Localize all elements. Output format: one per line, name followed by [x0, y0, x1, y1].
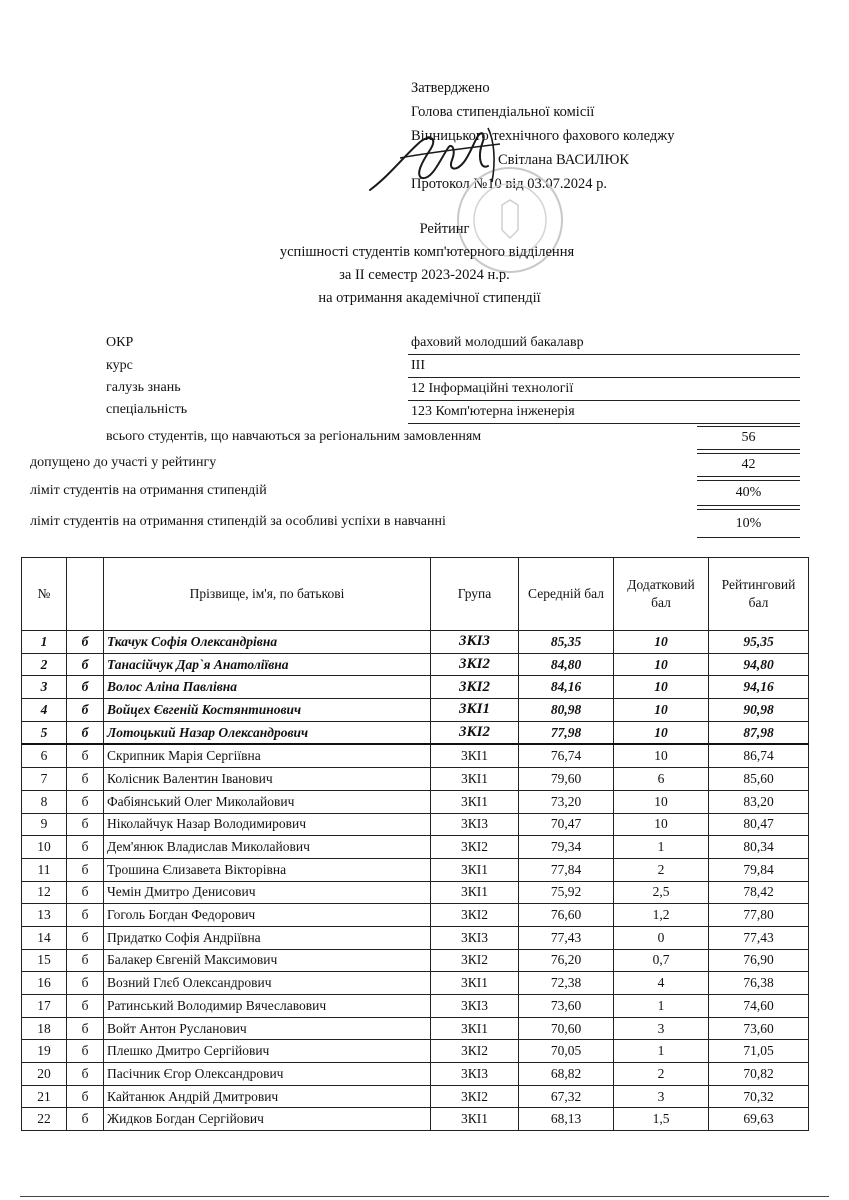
row-group: 3КІ1 [431, 790, 519, 813]
row-rating: 69,63 [709, 1108, 809, 1131]
specialty-label: спеціальність [106, 402, 188, 417]
approval-line-approved: Затверджено [411, 80, 490, 96]
row-student-name: Плешко Дмитро Сергійович [104, 1040, 431, 1063]
header-average: Середній бал [519, 558, 614, 631]
table-row [22, 699, 809, 722]
specialty-value: 123 Комп'ютерна інженерія [411, 404, 575, 419]
row-average: 77,98 [519, 721, 614, 744]
row-rating: 70,82 [709, 1063, 809, 1086]
table-row [22, 1063, 809, 1086]
row-basis: б [67, 926, 104, 949]
row-additional: 1 [614, 1040, 709, 1063]
row-number: 9 [22, 813, 67, 836]
row-average: 70,47 [519, 813, 614, 836]
row-average: 84,16 [519, 676, 614, 699]
row-rating: 94,16 [709, 676, 809, 699]
row-student-name: Волос Аліна Павлівна [104, 676, 431, 699]
row-average: 75,92 [519, 881, 614, 904]
row-average: 73,60 [519, 995, 614, 1018]
okr-label: ОКР [106, 335, 134, 350]
row-student-name: Колісник Валентин Іванович [104, 768, 431, 791]
special-limit-label: ліміт студентів на отримання стипендій за особливі успіхи в навчанні [30, 514, 446, 529]
row-group: 3КІ2 [431, 1040, 519, 1063]
header-rating: Рейтинговий бал [709, 558, 809, 631]
row-group: 3КІ1 [431, 972, 519, 995]
signature-icon [360, 120, 530, 200]
header-number: № [22, 558, 67, 631]
title-scholarship: на отримання академічної стипендії [318, 290, 541, 306]
specialty-underline [408, 423, 800, 424]
row-basis: б [67, 1108, 104, 1131]
row-number: 19 [22, 1040, 67, 1063]
row-group: 3КІ2 [431, 904, 519, 927]
row-additional: 1 [614, 995, 709, 1018]
admitted-value: 42 [697, 453, 800, 477]
row-student-name: Танасійчук Дар`я Анатоліївна [104, 653, 431, 676]
row-basis: б [67, 1040, 104, 1063]
table-row [22, 768, 809, 791]
row-basis: б [67, 653, 104, 676]
row-group: 3КІ3 [431, 1063, 519, 1086]
row-number: 18 [22, 1017, 67, 1040]
row-additional: 4 [614, 972, 709, 995]
course-underline [408, 377, 800, 378]
table-row [22, 949, 809, 972]
row-average: 79,34 [519, 836, 614, 859]
table-row [22, 744, 809, 767]
row-number: 6 [22, 744, 67, 767]
row-average: 67,32 [519, 1085, 614, 1108]
row-basis: б [67, 972, 104, 995]
row-student-name: Гоголь Богдан Федорович [104, 904, 431, 927]
table-row [22, 926, 809, 949]
course-value: ІІІ [411, 358, 425, 373]
row-average: 77,84 [519, 858, 614, 881]
row-rating: 71,05 [709, 1040, 809, 1063]
table-row [22, 836, 809, 859]
row-group: 3КІ2 [431, 949, 519, 972]
row-average: 77,43 [519, 926, 614, 949]
table-header-row [22, 558, 809, 631]
row-student-name: Скрипник Марія Сергіївна [104, 744, 431, 767]
total-students-value: 56 [697, 426, 800, 450]
approval-line-college: Вінницького технічного фахового коледжу [411, 128, 675, 144]
row-additional: 2,5 [614, 881, 709, 904]
row-group: 3КІ3 [431, 631, 519, 654]
row-rating: 78,42 [709, 881, 809, 904]
table-row [22, 858, 809, 881]
row-group: 3КІ3 [431, 813, 519, 836]
row-average: 68,13 [519, 1108, 614, 1131]
row-basis: б [67, 949, 104, 972]
row-number: 4 [22, 699, 67, 722]
row-group: 3КІ2 [431, 836, 519, 859]
row-basis: б [67, 790, 104, 813]
title-semester: за ІІ семестр 2023-2024 н.р. [339, 267, 510, 283]
row-rating: 76,90 [709, 949, 809, 972]
row-additional: 0,7 [614, 949, 709, 972]
row-average: 76,20 [519, 949, 614, 972]
table-row [22, 631, 809, 654]
row-student-name: Войт Антон Русланович [104, 1017, 431, 1040]
row-number: 21 [22, 1085, 67, 1108]
row-group: 3КІ1 [431, 1017, 519, 1040]
row-group: 3КІ2 [431, 676, 519, 699]
course-label: курс [106, 358, 133, 373]
row-additional: 10 [614, 790, 709, 813]
row-rating: 77,80 [709, 904, 809, 927]
row-additional: 1,2 [614, 904, 709, 927]
row-rating: 94,80 [709, 653, 809, 676]
approval-line-name: Світлана ВАСИЛЮК [498, 152, 630, 168]
row-basis: б [67, 744, 104, 767]
row-additional: 10 [614, 631, 709, 654]
table-row [22, 1085, 809, 1108]
row-additional: 10 [614, 676, 709, 699]
table-row [22, 721, 809, 744]
row-additional: 6 [614, 768, 709, 791]
row-student-name: Ніколайчук Назар Володимирович [104, 813, 431, 836]
row-group: 3КІ1 [431, 744, 519, 767]
row-additional: 2 [614, 1063, 709, 1086]
row-additional: 10 [614, 653, 709, 676]
okr-underline [408, 354, 800, 355]
field-value: 12 Інформаційні технології [411, 381, 574, 396]
row-rating: 85,60 [709, 768, 809, 791]
row-student-name: Дем'янюк Владислав Миколайович [104, 836, 431, 859]
row-average: 70,05 [519, 1040, 614, 1063]
row-number: 13 [22, 904, 67, 927]
table-row [22, 676, 809, 699]
total-students-label: всього студентів, що навчаються за регіональним замовленням [106, 429, 482, 444]
table-row [22, 1017, 809, 1040]
row-number: 15 [22, 949, 67, 972]
approval-line-chair: Голова стипендіальної комісії [411, 104, 595, 120]
row-basis: б [67, 721, 104, 744]
row-additional: 3 [614, 1017, 709, 1040]
row-basis: б [67, 995, 104, 1018]
row-number: 20 [22, 1063, 67, 1086]
row-additional: 2 [614, 858, 709, 881]
title-rating: Рейтинг [419, 221, 470, 237]
row-group: 3КІ2 [431, 653, 519, 676]
row-group: 3КІ1 [431, 1108, 519, 1131]
row-basis: б [67, 631, 104, 654]
row-group: 3КІ2 [431, 1085, 519, 1108]
row-basis: б [67, 1017, 104, 1040]
row-number: 17 [22, 995, 67, 1018]
row-student-name: Придатко Софія Андріївна [104, 926, 431, 949]
row-rating: 70,32 [709, 1085, 809, 1108]
row-student-name: Ткачук Софія Олександрівна [104, 631, 431, 654]
row-number: 12 [22, 881, 67, 904]
table-row [22, 653, 809, 676]
row-number: 16 [22, 972, 67, 995]
row-average: 80,98 [519, 699, 614, 722]
row-basis: б [67, 836, 104, 859]
row-average: 68,82 [519, 1063, 614, 1086]
header-name: Прізвище, ім'я, по батькові [104, 558, 431, 631]
row-average: 76,60 [519, 904, 614, 927]
row-rating: 80,34 [709, 836, 809, 859]
row-additional: 10 [614, 813, 709, 836]
row-number: 5 [22, 721, 67, 744]
row-additional: 1,5 [614, 1108, 709, 1131]
row-rating: 87,98 [709, 721, 809, 744]
row-student-name: Ратинський Володимир Вячеславович [104, 995, 431, 1018]
row-student-name: Фабіянський Олег Миколайович [104, 790, 431, 813]
row-group: 3КІ3 [431, 926, 519, 949]
row-rating: 86,74 [709, 744, 809, 767]
rating-table [21, 557, 809, 1131]
row-group: 3КІ1 [431, 881, 519, 904]
row-number: 7 [22, 768, 67, 791]
row-number: 3 [22, 676, 67, 699]
row-basis: б [67, 813, 104, 836]
row-student-name: Балакер Євгеній Максимович [104, 949, 431, 972]
row-group: 3КІ3 [431, 995, 519, 1018]
scholarship-limit-label: ліміт студентів на отримання стипендій [30, 483, 267, 498]
row-rating: 79,84 [709, 858, 809, 881]
row-rating: 74,60 [709, 995, 809, 1018]
row-number: 22 [22, 1108, 67, 1131]
row-rating: 76,38 [709, 972, 809, 995]
special-limit-value: 10% [697, 509, 800, 538]
row-group: 3КІ2 [431, 721, 519, 744]
scholarship-limit-value: 40% [697, 480, 800, 506]
row-group: 3КІ1 [431, 699, 519, 722]
field-label: галузь знань [106, 380, 181, 395]
row-basis: б [67, 676, 104, 699]
row-additional: 0 [614, 926, 709, 949]
row-student-name: Возний Глєб Олександрович [104, 972, 431, 995]
row-group: 3КІ1 [431, 768, 519, 791]
row-student-name: Трошина Єлизавета Вікторівна [104, 858, 431, 881]
row-number: 11 [22, 858, 67, 881]
row-average: 73,20 [519, 790, 614, 813]
table-row [22, 881, 809, 904]
row-basis: б [67, 1063, 104, 1086]
row-average: 72,38 [519, 972, 614, 995]
okr-value: фаховий молодший бакалавр [411, 335, 584, 350]
table-row [22, 1108, 809, 1131]
row-average: 70,60 [519, 1017, 614, 1040]
row-student-name: Жидков Богдан Сергійович [104, 1108, 431, 1131]
row-additional: 10 [614, 721, 709, 744]
title-success: успішності студентів комп'ютерного відділення [279, 244, 575, 260]
row-number: 10 [22, 836, 67, 859]
header-additional: Додатковий бал [614, 558, 709, 631]
row-average: 84,80 [519, 653, 614, 676]
row-average: 79,60 [519, 768, 614, 791]
row-basis: б [67, 858, 104, 881]
admitted-label: допущено до участі у рейтингу [30, 455, 217, 470]
row-additional: 3 [614, 1085, 709, 1108]
header-group: Група [431, 558, 519, 631]
row-rating: 90,98 [709, 699, 809, 722]
row-student-name: Чемін Дмитро Денисович [104, 881, 431, 904]
table-row [22, 904, 809, 927]
approval-line-protocol: Протокол №10 від 03.07.2024 р. [411, 176, 607, 192]
row-student-name: Лотоцький Назар Олександрович [104, 721, 431, 744]
row-student-name: Пасічник Єгор Олександрович [104, 1063, 431, 1086]
row-number: 1 [22, 631, 67, 654]
row-average: 76,74 [519, 744, 614, 767]
row-rating: 83,20 [709, 790, 809, 813]
row-basis: б [67, 699, 104, 722]
row-additional: 10 [614, 744, 709, 767]
row-group: 3КІ1 [431, 858, 519, 881]
header-basis [67, 558, 104, 631]
row-additional: 10 [614, 699, 709, 722]
row-student-name: Войцех Євгеній Костянтинович [104, 699, 431, 722]
row-average: 85,35 [519, 631, 614, 654]
field-underline [408, 400, 800, 401]
table-row [22, 813, 809, 836]
row-number: 14 [22, 926, 67, 949]
table-row [22, 1040, 809, 1063]
row-basis: б [67, 881, 104, 904]
row-additional: 1 [614, 836, 709, 859]
row-basis: б [67, 1085, 104, 1108]
row-rating: 77,43 [709, 926, 809, 949]
table-row [22, 790, 809, 813]
row-number: 2 [22, 653, 67, 676]
row-rating: 73,60 [709, 1017, 809, 1040]
row-basis: б [67, 904, 104, 927]
table-row [22, 995, 809, 1018]
row-rating: 80,47 [709, 813, 809, 836]
row-basis: б [67, 768, 104, 791]
row-rating: 95,35 [709, 631, 809, 654]
document-titles [0, 218, 849, 310]
row-student-name: Кайтанюк Андрій Дмитрович [104, 1085, 431, 1108]
footer-divider [20, 1196, 829, 1197]
table-row [22, 972, 809, 995]
row-number: 8 [22, 790, 67, 813]
